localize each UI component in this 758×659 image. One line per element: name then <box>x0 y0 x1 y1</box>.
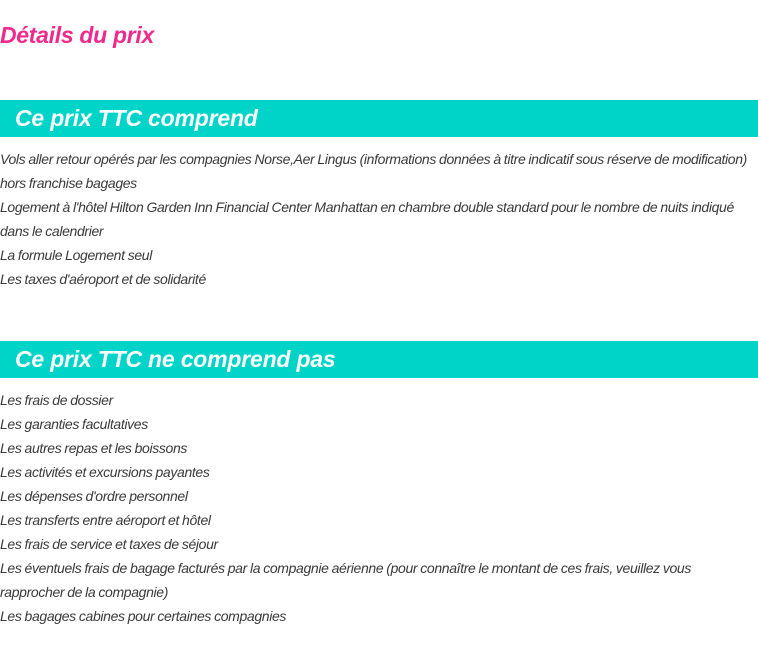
list-item: Les frais de service et taxes de séjour <box>0 536 218 552</box>
excluded-section <box>0 341 758 628</box>
list-item: Les dépenses d'ordre personnel <box>0 488 188 504</box>
list-item: Les éventuels frais de bagage facturés par la compagnie aérienne (pour connaître le montant de ces frais, veuillez vous rapprocher de la compagnie) <box>0 560 692 600</box>
list-item: Les transferts entre aéroport et hôtel <box>0 512 211 528</box>
included-list <box>0 137 758 291</box>
list-item: Les autres repas et les boissons <box>0 440 188 456</box>
included-section <box>0 100 758 291</box>
list-item: Les garanties facultatives <box>0 416 148 432</box>
included-header: Ce prix TTC comprend <box>0 100 758 137</box>
list-item: Les taxes d'aéroport et de solidarité <box>0 271 206 287</box>
list-item: La formule Logement seul <box>0 247 152 263</box>
list-item: Logement à l'hôtel Hilton Garden Inn Financial Center Manhattan en chambre double standard pour le nombre de nuits indiqué dans le calendrier <box>0 199 734 239</box>
list-item: Les bagages cabines pour certaines compagnies <box>0 608 287 624</box>
excluded-header: Ce prix TTC ne comprend pas <box>0 341 758 378</box>
excluded-list <box>0 378 758 628</box>
list-item: Les frais de dossier <box>0 392 113 408</box>
list-item: Les activités et excursions payantes <box>0 464 210 480</box>
list-item: Vols aller retour opérés par les compagnies Norse,Aer Lingus (informations données à titre indicatif sous réserve de modification) hors franchise bagages <box>0 151 747 191</box>
page-title: Détails du prix <box>0 22 154 48</box>
